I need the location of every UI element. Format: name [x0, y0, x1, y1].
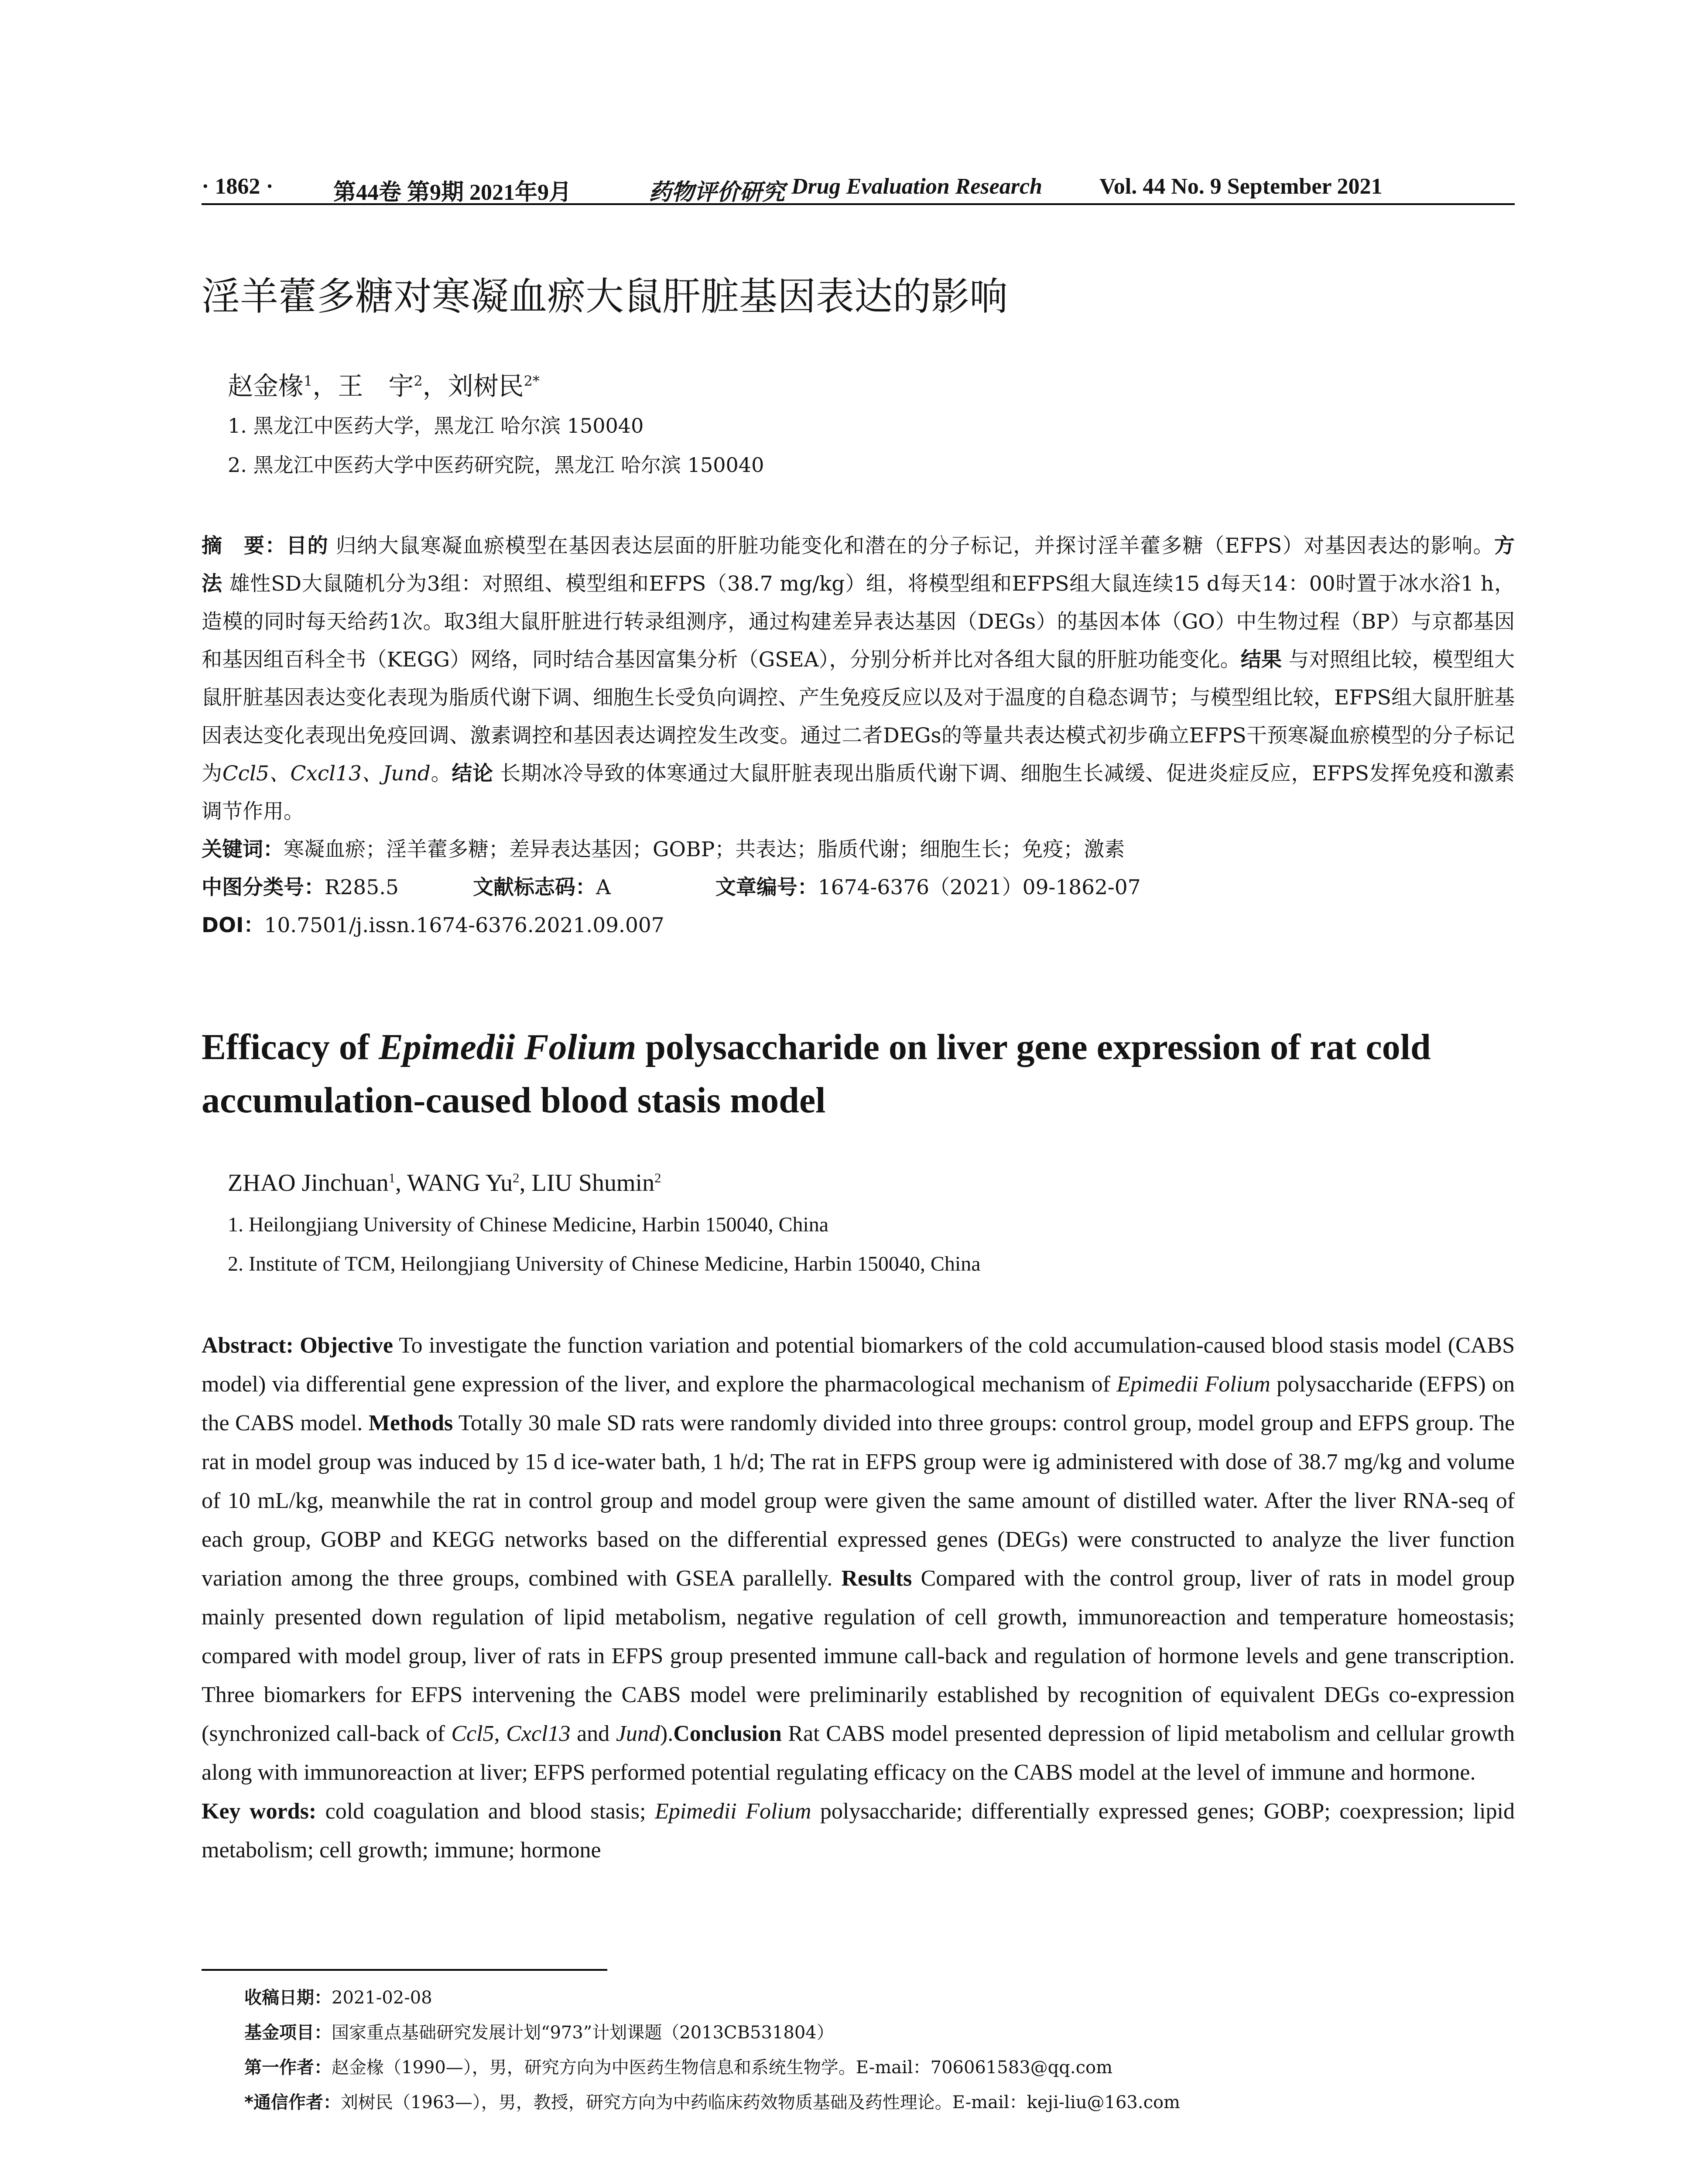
page-number: · 1862 · [202, 174, 274, 199]
en-keywords [202, 1792, 1515, 1870]
cn-affiliation-1: 1. 黑龙江中医药大学，黑龙江 哈尔滨 150040 [228, 414, 644, 438]
en-keywords-label: Key words: [202, 1799, 317, 1824]
doi-value: 10.7501/j.issn.1674-6376.2021.09.007 [264, 913, 664, 937]
issue-info-en: Vol. 44 No. 9 September 2021 [1099, 174, 1383, 199]
first-author-label: 第一作者： [244, 2058, 332, 2078]
en-results-end: ). [660, 1721, 674, 1746]
cn-methods-text: 雄性SD大鼠随机分为3组：对照组、模型组和EFPS（38.7 mg/kg）组，将模型组和EFPS组大鼠连续15 d每天14：00时置于冰水浴1 h，造模的同时每天给药1次。取3组大鼠肝脏进行转录组测序，通过构建差异表达基因（DEGs）的基因本体（GO）中生物过程（BP）与京都基因和基因组百科全书（KEGG）网络，同时结合基因富集分析（GSEA），分别分析并比对各组大鼠的肝脏功能变化。 [202, 572, 1515, 672]
en-objective-text: To investigate the function variation and potential biomarkers of the cold accumulation-caused blood stasis model (CABS model) via differential gene expression of the liver, and explore the pharmacological mechanism of [202, 1333, 1515, 1397]
en-affiliation-2: 2. Institute of TCM, Heilongjiang University of Chinese Medicine, Harbin 150040, China [228, 1252, 981, 1275]
en-author-1-affil: 1 [388, 1170, 395, 1186]
cn-results-label: 结果 [1240, 648, 1282, 672]
cn-conclusion-label: 结论 [452, 762, 493, 786]
received-date: 2021-02-08 [332, 1988, 432, 2008]
header-rule [202, 203, 1515, 205]
running-header [202, 169, 1515, 204]
cn-results-end: 。 [430, 762, 452, 786]
en-abstract [202, 1326, 1515, 1792]
received-label: 收稿日期： [244, 1988, 332, 2008]
en-keywords-text: cold coagulation and blood stasis; [325, 1799, 655, 1824]
cn-classification-line [202, 868, 1515, 906]
cn-author-list [228, 366, 540, 402]
en-objective-text-2: polysaccharide (EFPS) on the CABS model. [202, 1372, 1515, 1436]
en-affiliation-1: 1. Heilongjiang University of Chinese Medicine, Harbin 150040, China [228, 1213, 829, 1236]
cn-affiliation-2: 2. 黑龙江中医药大学中医药研究院，黑龙江 哈尔滨 150040 [228, 453, 764, 477]
en-title-part1: Efficacy of [202, 1027, 379, 1067]
footnote-fund [244, 2019, 834, 2044]
en-objective-label: Objective [300, 1333, 393, 1358]
clc-label: 中图分类号： [202, 875, 325, 899]
fund-label: 基金项目： [244, 2023, 332, 2043]
footnote-first-author [244, 2054, 1112, 2078]
en-author-list [228, 1169, 661, 1197]
en-title-part2: polysaccharide on liver gene expression of rat cold accumulation-caused blood stasis model [202, 1027, 1431, 1121]
doc-code-label: 文献标志码： [472, 875, 596, 899]
cn-author-3: ，刘树民 [422, 371, 524, 401]
doi-line [202, 906, 1515, 944]
en-results-label: Results [841, 1566, 912, 1591]
journal-name-en: Drug Evaluation Research [791, 174, 1042, 199]
en-results-and: and [570, 1721, 616, 1746]
en-results-text: Compared with the control group, liver of rats in model group mainly presented down regulation of lipid metabolism, negative regulation of cell growth, immunoreaction and temperature homeostasis; compared with model group, liver of rats in EFPS group presented immune call-back and regulation of hormone levels and gene transcription. Three biomarkers for EFPS intervening the CABS model were preliminarily established by recognition of equivalent DEGs co-expression (synchronized call-back of [202, 1566, 1515, 1746]
cn-objective-label: 目的 [286, 534, 329, 558]
article-no-label: 文章编号： [715, 875, 818, 899]
issue-info-cn: 第44卷 第9期 2021年9月 [333, 180, 572, 205]
cn-objective-text: 归纳大鼠寒凝血瘀模型在基因表达层面的肝脏功能变化和潜在的分子标记，并探讨淫羊藿多糖（EFPS）对基因表达的影响。 [335, 534, 1494, 558]
cn-abstract [202, 527, 1515, 831]
en-methods-label: Methods [368, 1411, 453, 1436]
cn-author-3-affil: 2* [524, 373, 540, 390]
cn-author-2: ，王 宇 [312, 371, 414, 401]
en-abstract-label: Abstract: [202, 1333, 294, 1358]
cn-results-genes: Ccl5、Cxcl13、Jund [222, 762, 431, 786]
cn-abstract-block [202, 527, 1515, 944]
cn-author-1: 赵金椽 [228, 371, 304, 401]
journal-name-cn: 药物评价研究 [649, 180, 785, 205]
en-article-title [202, 1021, 1515, 1127]
cn-results-text: 与对照组比较，模型组大鼠肝脏基因表达变化表现为脂质代谢下调、细胞生长受负向调控、产生免疫反应以及对于温度的自稳态调节；与模型组比较，EFPS组大鼠肝脏基因表达变化表现出免疫回调、激素调控和基因表达调控发生改变。通过二者DEGs的等量共表达模式初步确立EFPS干预寒凝血瘀模型的分子标记为 [202, 648, 1515, 786]
en-author-1: ZHAO Jinchuan [228, 1169, 389, 1196]
corresponding-label: *通信作者： [244, 2092, 341, 2113]
footnote-corresponding [244, 2089, 1180, 2113]
en-keywords-italic: Epimedii Folium [654, 1799, 811, 1824]
doc-code-value: A [596, 875, 611, 899]
doi-label: DOI： [202, 913, 264, 937]
cn-keywords [202, 831, 1515, 868]
en-conclusion-label: Conclusion [673, 1721, 782, 1746]
en-conclusion-text: Rat CABS model presented depression of lipid metabolism and cellular growth along with immunoreaction at liver; EFPS performed potential regulating efficacy on the CABS model at the level of immune and hormone. [202, 1721, 1515, 1785]
en-author-3-affil: 2 [654, 1170, 661, 1186]
en-title-italic: Epimedii Folium [378, 1027, 637, 1067]
en-methods-text: Totally 30 male SD rats were randomly divided into three groups: control group, model group and EFPS group. The rat in model group was induced by 15 d ice-water bath, 1 h/d; The rat in EFPS group were ig administered with dose of 38.7 mg/kg and volume of 10 mL/kg, meanwhile the rat in control group and model group were given the same amount of distilled water. After the liver RNA-seq of each group, GOBP and KEGG networks based on the differential expressed genes (DEGs) were constructed to analyze the liver function variation among the three groups, combined with GSEA parallelly. [202, 1411, 1515, 1591]
en-author-2-affil: 2 [513, 1170, 520, 1186]
en-abstract-block [202, 1326, 1515, 1870]
en-objective-italic: Epimedii Folium [1116, 1372, 1270, 1397]
cn-abstract-label: 摘 要： [202, 534, 287, 558]
footnote-received [244, 1984, 432, 2009]
cn-article-title: 淫羊藿多糖对寒凝血瘀大鼠肝脏基因表达的影响 [202, 274, 1008, 319]
corresponding-text: 刘树民（1963—），男，教授，研究方向为中药临床药效物质基础及药性理论。E-mail：keji-liu@163.com [340, 2092, 1180, 2113]
article-no-value: 1674-6376（2021）09-1862-07 [818, 875, 1141, 899]
first-author-text: 赵金椽（1990—），男，研究方向为中医药生物信息和系统生物学。E-mail：706061583@qq.com [332, 2058, 1112, 2078]
en-results-genes: Ccl5, Cxcl13 [451, 1721, 571, 1746]
clc-value: R285.5 [325, 875, 399, 899]
cn-methods-label: 方法 [202, 534, 1515, 596]
en-keywords-text-2: polysaccharide; differentially expressed genes; GOBP; coexpression; lipid metabolism; cell growth; immune; hormone [202, 1799, 1515, 1863]
cn-conclusion-text: 长期冰冷导致的体寒通过大鼠肝脏表现出脂质代谢下调、细胞生长减缓、促进炎症反应，EFPS发挥免疫和激素调节作用。 [202, 762, 1515, 824]
en-author-3: , LIU Shumin [519, 1169, 655, 1196]
en-results-gene3: Jund [616, 1721, 660, 1746]
cn-author-1-affil: 1 [304, 373, 313, 390]
cn-author-2-affil: 2 [414, 373, 423, 390]
en-author-2: , WANG Yu [395, 1169, 513, 1196]
fund-text: 国家重点基础研究发展计划“973”计划课题（2013CB531804） [332, 2023, 834, 2043]
cn-keywords-label: 关键词： [202, 838, 284, 861]
footnote-rule [202, 1969, 607, 1971]
cn-keywords-text: 寒凝血瘀；淫羊藿多糖；差异表达基因；GOBP；共表达；脂质代谢；细胞生长；免疫；激素 [284, 838, 1125, 861]
